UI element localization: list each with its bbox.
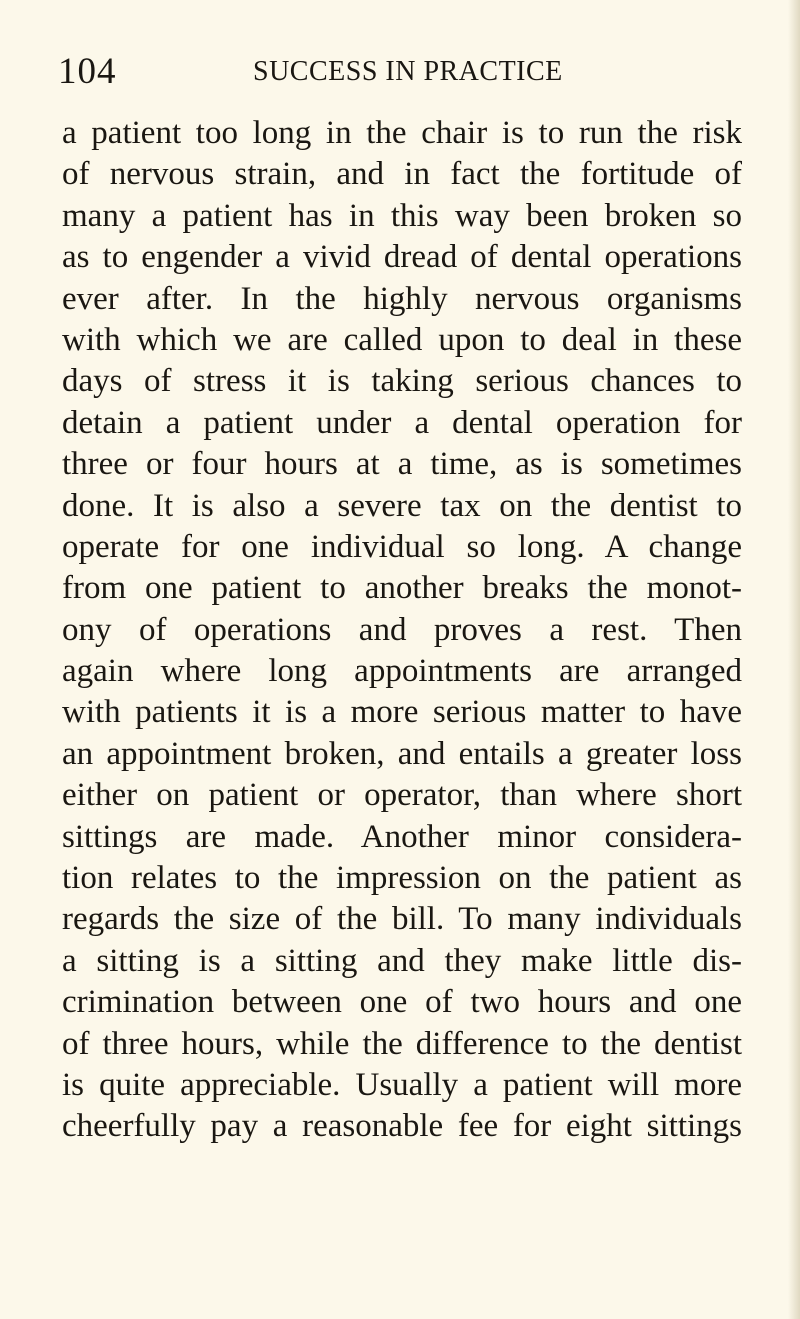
text-line: a patient too long in the chair is to run the risk <box>62 115 742 151</box>
text-line: many a patient has in this way been broken so <box>62 197 742 234</box>
text-line: regards the size of the bill. To many individuals <box>62 901 742 938</box>
text-line: a sitting is a sitting and they make little dis- <box>62 942 742 979</box>
text-line: of three hours, while the difference to the dentist <box>62 1025 742 1062</box>
page-number: 104 <box>58 51 117 92</box>
text-line: done. It is also a severe tax on the dentist to <box>62 487 742 524</box>
text-line: crimination between one of two hours and one <box>62 984 742 1021</box>
text-line: three or four hours at a time, as is sometimes <box>62 446 742 483</box>
body-text <box>62 113 742 1148</box>
text-line: as to engender a vivid dread of dental operations <box>62 239 742 276</box>
text-line: is quite appreciable. Usually a patient will more <box>62 1066 742 1103</box>
text-line: with which we are called upon to deal in these <box>62 321 742 358</box>
text-line: from one patient to another breaks the monot- <box>62 570 742 607</box>
text-line: sittings are made. Another minor considera- <box>62 818 742 855</box>
text-line: with patients it is a more serious matter to have <box>62 694 742 731</box>
running-head <box>58 52 758 92</box>
text-line: again where long appointments are arranged <box>62 653 742 690</box>
page-edge-shadow <box>788 0 800 1319</box>
text-line: an appointment broken, and entails a greater loss <box>62 735 742 772</box>
text-line: either on patient or operator, than where short <box>62 777 742 814</box>
text-line: days of stress it is taking serious chances to <box>62 363 742 400</box>
text-line: ever after. In the highly nervous organisms <box>62 280 742 317</box>
text-line: ony of operations and proves a rest. Then <box>62 611 742 648</box>
running-title: SUCCESS IN PRACTICE <box>253 56 563 87</box>
text-line: of nervous strain, and in fact the fortitude of <box>62 156 742 193</box>
text-line: detain a patient under a dental operation for <box>62 404 742 441</box>
text-line: operate for one individual so long. A change <box>62 528 742 565</box>
text-line: tion relates to the impression on the patient as <box>62 860 742 897</box>
text-line: cheerfully pay a reasonable fee for eight sittings <box>62 1108 742 1145</box>
